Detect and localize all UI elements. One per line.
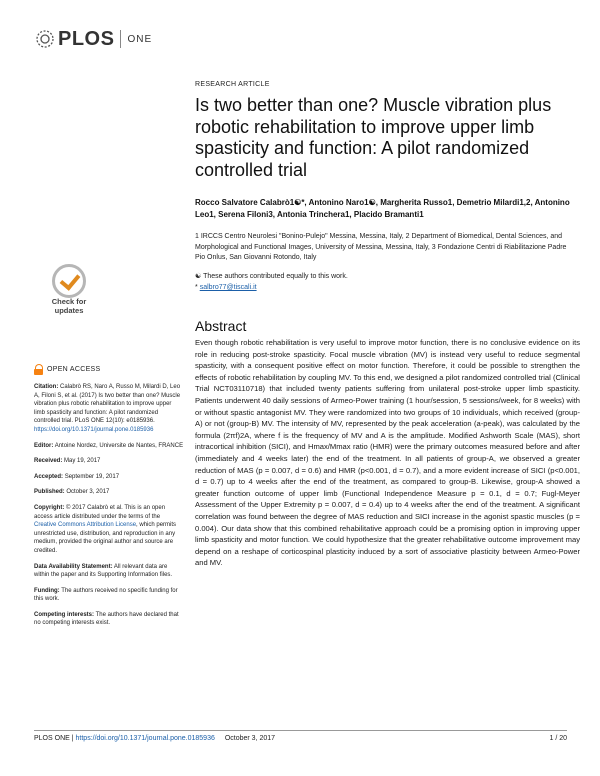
article-type: RESEARCH ARTICLE <box>195 81 270 88</box>
copyright-text-1: © 2017 Calabrò et al. This is an open access article distributed under the terms of the <box>34 504 166 520</box>
affiliations: 1 IRCCS Centro Neurolesi "Bonino-Pulejo" Messina, Messina, Italy, 2 Department of Biomedical, Dental Sciences, and Morphological and Functional Images, University of Messina, Messina, Italy, 3 Fondazione Centri di Riabilitazione Padre Pio Onlus, San Giovanni Rotondo, Italy <box>195 233 567 261</box>
logo-one-text: ONE <box>127 33 153 45</box>
abstract-heading: Abstract <box>195 318 247 334</box>
funding-label: Funding: <box>34 587 60 594</box>
footer-left <box>34 735 275 742</box>
citation-label: Citation: <box>34 384 59 390</box>
copyright-block <box>34 504 184 556</box>
check-for-updates-label <box>46 297 92 315</box>
open-lock-icon <box>34 364 43 375</box>
accepted-label: Accepted: <box>34 473 64 480</box>
copyright-label: Copyright: <box>34 504 65 511</box>
data-availability-block <box>34 563 184 580</box>
logo-plos-text: PLOS <box>58 27 115 50</box>
logo-divider <box>120 30 121 48</box>
footer-date: October 3, 2017 <box>224 735 276 742</box>
published-block <box>34 488 184 497</box>
plos-one-logo[interactable] <box>34 24 152 54</box>
corresponding-email-link[interactable]: salbro77@tiscali.it <box>199 283 257 291</box>
published-date: October 3, 2017 <box>66 489 110 496</box>
article-title: Is two better than one? Muscle vibration plus robotic rehabilitation to improve upper limb spasticity and function: A pilot randomized controlled trial <box>195 95 552 180</box>
check-line-2: updates <box>54 306 84 315</box>
corresponding-mark: * <box>195 283 198 291</box>
editor-label: Editor: <box>34 442 54 449</box>
page-number: 1 / 20 <box>549 735 567 742</box>
funding-text: The authors received no specific funding for this work. <box>34 587 178 603</box>
copyright-text-2: , which permits unrestricted use, distribution, and reproduction in any medium, provided the original author and source are credited. <box>34 522 177 554</box>
accepted-block <box>34 473 184 482</box>
data-availability-text: All relevant data are within the paper and its Supporting Information files. <box>34 563 173 579</box>
check-for-updates-badge[interactable] <box>46 264 92 324</box>
funding-block <box>34 587 184 604</box>
citation-text: Calabrò RS, Naro A, Russo M, Milardi D, Leo A, Filoni S, et al. (2017) Is two better than one? Muscle vibration plus robotic rehabilitation to improve upper limb spasticity and function: A pilot randomized controlled trial. PLoS ONE 12(10): e0185936. <box>34 384 181 425</box>
page-footer <box>34 735 567 742</box>
published-label: Published: <box>34 489 65 496</box>
data-availability-label: Data Availability Statement: <box>34 563 113 570</box>
corresponding-author <box>195 283 565 294</box>
competing-interests-label: Competing interests: <box>34 611 95 618</box>
license-link[interactable]: Creative Commons Attribution License <box>34 522 137 529</box>
footer-doi-link[interactable]: https://doi.org/10.1371/journal.pone.0185936 <box>75 735 215 742</box>
received-date: May 19, 2017 <box>64 458 101 465</box>
footer-separator: | <box>69 735 76 742</box>
author-list: Rocco Salvatore Calabrò1☯*, Antonino Naro1☯, Margherita Russo1, Demetrio Milardi1,2, Antonino Leo1, Serena Filoni3, Antonia Trinchera1, Placido Bramanti1 <box>195 198 570 219</box>
citation-doi-link[interactable]: https://doi.org/10.1371/journal.pone.0185936 <box>34 426 154 433</box>
received-label: Received: <box>34 458 63 465</box>
plos-logo-icon <box>34 28 56 50</box>
open-access-label <box>34 364 100 375</box>
author-notes <box>195 272 565 293</box>
footer-journal: PLOS ONE <box>34 735 70 742</box>
citation-block <box>34 383 184 435</box>
article-metadata-sidebar <box>34 383 184 635</box>
accepted-date: September 19, 2017 <box>64 473 120 480</box>
competing-interests-block <box>34 611 184 628</box>
open-access-text: OPEN ACCESS <box>47 366 101 373</box>
equal-contribution-note: ☯ These authors contributed equally to this work. <box>195 273 348 280</box>
check-line-1: Check for <box>51 297 87 306</box>
competing-interests-text: The authors have declared that no competing interests exist. <box>34 611 179 627</box>
footer-divider <box>34 730 567 731</box>
editor-block <box>34 442 184 451</box>
abstract-body: Even though robotic rehabilitation is very useful to improve motor function, there is no conclusive evidence on its role in reducing post-stroke spasticity. Focal muscle vibration (MV) is instead very useful to reduce segmental spasticity, with a consequent positive effect on motor function. Therefore, it could be possible to strengthen the effects of robotic rehabilitation by coupling MV. To this end, we designed a pilot randomized controlled trial (Clinical Trial NCT03110718) that included twenty patients suffering from unilateral post-stroke upper limb spasticity. Patients underwent 40 daily sessions of Armeo-Power training (1 hour/session, 5 sessions/week, for 8 weeks) with or without spastic antagonist MV. They were randomized into two groups of 10 individuals, which received (group-A) or not (group-B) MV. The intensity of MV, represented by the peak acceleration (a-peak), was calculated by the formula (2πf)2A, where f is the frequency of MV and A is the amplitude. Modified Ashworth Scale (MAS), short intracortical inhibition (SICI), and Hmax/Mmax ratio (HMR) were the primary outcomes measured before and after (immediately and 4 weeks later) the end of the treatment. In all patients of group-A, we observed a greater reduction of MAS (p = 0.007, d = 0.6) and HMR (p<0.001, d = 0.7), and a more evident increase of SICI (p<0.001, d = 0.7) up to 4 weeks after the end of the treatment, as compared to group-B. Likewise, group-A showed a greater function outcome of upper limb (Functional Independence Measure p = 0.1, d = 0.7; Fugl-Meyer Assessment of the Upper Extremity p = 0.007, d = 0.4) up to 4 weeks after the end of the treatment. A significant correlation was found between the degree of MAS reduction and SICI increase in the agonist spastic muscles (p = 0.004). Our data show that this combined rehabilitative approach could be a promising option in improving upper limb spasticity and motor function. We could hypothesize that the greater rehabilitative outcome improvement may depend on a reshape of corticospinal plasticity induced by a sort of associative plasticity between Armeo-Power and MV. <box>195 338 580 568</box>
received-block <box>34 457 184 466</box>
checkmark-icon <box>52 264 86 298</box>
editor-text: Antoine Nordez, Universite de Nantes, FRANCE <box>54 442 184 449</box>
